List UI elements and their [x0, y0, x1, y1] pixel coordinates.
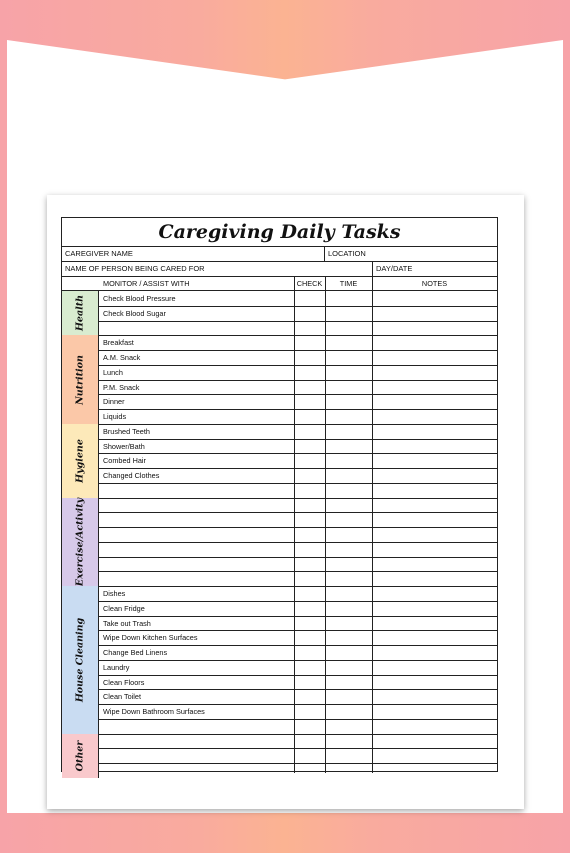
task-label: Wipe Down Kitchen Surfaces	[103, 633, 198, 643]
category-health	[62, 291, 99, 335]
task-label: Brushed Teeth	[103, 426, 150, 436]
category-label: Other	[74, 740, 86, 771]
task-label: Change Bed Linens	[103, 648, 168, 657]
divider	[324, 246, 325, 261]
category-exercise-activity	[62, 498, 99, 587]
row-line	[99, 616, 497, 617]
task-label: Liquids	[103, 412, 127, 421]
divider	[372, 261, 373, 276]
row-line	[99, 527, 497, 528]
row-line	[99, 689, 497, 690]
notes-column-header: NOTES	[421, 279, 448, 288]
task-label: Laundry	[103, 662, 130, 672]
task-label: Check Blood Sugar	[103, 308, 166, 318]
task-label: Clean Floors	[103, 677, 145, 687]
task-label: Breakfast	[103, 338, 134, 348]
row-line	[62, 335, 497, 336]
row-line	[99, 645, 497, 646]
row-line	[99, 439, 497, 440]
day-date-label: DAY/DATE	[376, 264, 413, 273]
row-line	[99, 394, 497, 395]
row-line	[62, 424, 497, 425]
category-label: Exercise/Activity	[74, 497, 86, 586]
task-label: Check Blood Pressure	[103, 294, 176, 303]
row-line	[99, 675, 497, 676]
page-title: Caregiving Daily Tasks	[158, 221, 401, 243]
task-label: Take out Trash	[103, 618, 151, 628]
task-label: Changed Clothes	[103, 471, 160, 480]
check-column-header: CHECK	[296, 279, 323, 288]
divider	[62, 261, 497, 262]
task-label: Clean Toilet	[103, 692, 141, 702]
row-line	[99, 453, 497, 454]
row-line	[62, 498, 497, 499]
location-label: LOCATION	[328, 249, 366, 258]
row-line	[99, 704, 497, 705]
row-line	[99, 719, 497, 720]
task-label: Dishes	[103, 589, 126, 598]
person-cared-for-label: NAME OF PERSON BEING CARED FOR	[65, 264, 205, 273]
row-line	[99, 630, 497, 631]
row-line	[62, 586, 497, 587]
category-nutrition	[62, 335, 99, 424]
task-label: Combed Hair	[103, 456, 146, 466]
row-line	[99, 350, 497, 351]
category-label: Hygiene	[74, 438, 86, 483]
task-label: Dinner	[103, 397, 125, 407]
row-line	[99, 409, 497, 410]
task-label: Wipe Down Bathroom Surfaces	[103, 707, 205, 716]
row-line	[99, 468, 497, 469]
task-label: Lunch	[103, 367, 123, 377]
row-line	[99, 542, 497, 543]
divider	[62, 290, 497, 291]
divider	[62, 276, 497, 277]
divider	[62, 246, 497, 247]
row-line	[99, 321, 497, 322]
row-line	[99, 660, 497, 661]
row-line	[62, 734, 497, 735]
task-label: A.M. Snack	[103, 353, 141, 362]
category-label: Nutrition	[74, 354, 86, 405]
row-line	[99, 512, 497, 513]
row-line	[99, 571, 497, 572]
printable-sheet	[47, 195, 524, 809]
task-label: Shower/Bath	[103, 441, 145, 451]
row-line	[99, 483, 497, 484]
category-label: House Cleaning	[74, 617, 86, 702]
monitor-column-header: MONITOR / ASSIST WITH	[103, 279, 190, 288]
category-label: Health	[74, 295, 86, 332]
row-line	[99, 306, 497, 307]
category-other	[62, 734, 99, 778]
caregiver-name-label: CAREGIVER NAME	[65, 249, 133, 258]
category-house-cleaning	[62, 586, 99, 734]
row-line	[99, 380, 497, 381]
task-label: P.M. Snack	[103, 382, 140, 392]
task-label: Clean Fridge	[103, 603, 145, 613]
category-hygiene	[62, 424, 99, 498]
tasks-table	[61, 217, 498, 772]
row-line	[99, 748, 497, 749]
row-line	[99, 601, 497, 602]
row-line	[99, 763, 497, 764]
row-line	[99, 557, 497, 558]
time-column-header: TIME	[339, 279, 358, 288]
row-line	[99, 365, 497, 366]
